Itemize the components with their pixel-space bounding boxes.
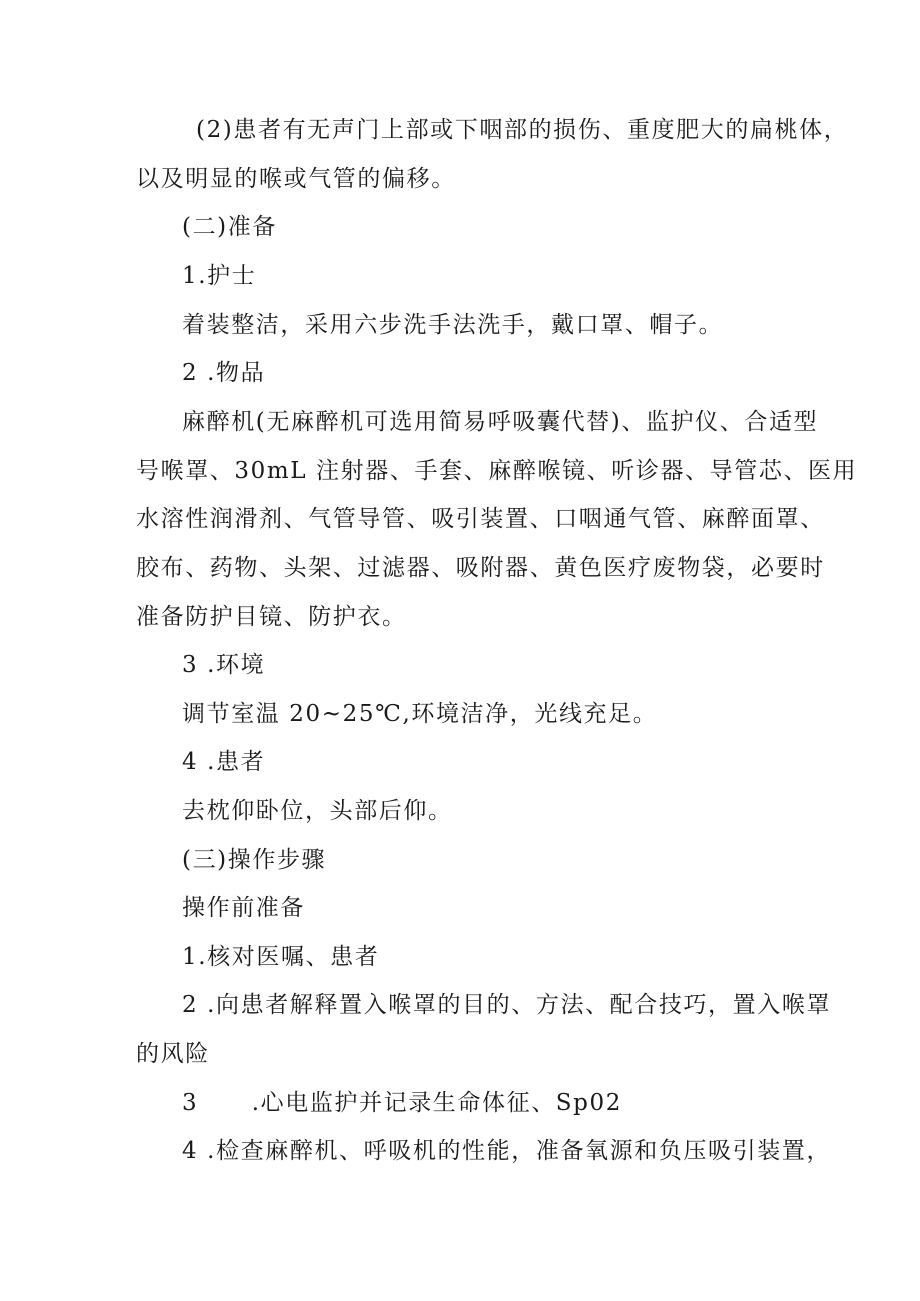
section-heading: (二)准备 <box>182 214 277 240</box>
paragraph-line: 准备防护目镜、防护衣。 <box>136 604 407 630</box>
paragraph-line: 的风险 <box>136 1041 210 1067</box>
paragraph-line: 麻醉机(无麻醉机可选用简易呼吸囊代替)、监护仪、合适型 <box>182 409 819 435</box>
subsection-heading: 1.护士 <box>182 263 257 289</box>
subsection-heading: 2 .物品 <box>182 360 266 386</box>
subsection-heading: 3 .环境 <box>182 652 266 678</box>
paragraph-line: 胶布、药物、头架、过滤器、吸附器、黄色医疗废物袋，必要时 <box>136 555 825 581</box>
paragraph-line: 号喉罩、30mL 注射器、手套、麻醉喉镜、听诊器、导管芯、医用 <box>136 458 858 484</box>
paragraph-line: 去枕仰卧位，头部后仰。 <box>182 798 453 824</box>
paragraph-line: 着装整洁，采用六步洗手法洗手，戴口罩、帽子。 <box>182 312 724 338</box>
paragraph-line: 水溶性润滑剂、气管导管、吸引装置、口咽通气管、麻醉面罩、 <box>136 506 825 532</box>
paragraph-line: 调节室温 20~25℃,环境洁净，光线充足。 <box>182 701 658 727</box>
paragraph-line: (2)患者有无声门上部或下咽部的损伤、重度肥大的扁桃体， <box>196 117 849 143</box>
paragraph-line: 4 .检查麻醉机、呼吸机的性能，准备氧源和负压吸引装置， <box>182 1138 832 1164</box>
subsection-heading: 操作前准备 <box>182 895 305 921</box>
section-heading: (三)操作步骤 <box>182 847 327 873</box>
subsection-heading: 4 .患者 <box>182 749 266 775</box>
paragraph-line: 3 .心电监护并记录生命体征、Sp02 <box>182 1090 622 1116</box>
paragraph-line: 以及明显的喉或气管的偏移。 <box>136 166 456 192</box>
paragraph-line: 1.核对医嘱、患者 <box>182 944 380 970</box>
paragraph-line: 2 .向患者解释置入喉罩的目的、方法、配合技巧，置入喉罩 <box>182 992 832 1018</box>
